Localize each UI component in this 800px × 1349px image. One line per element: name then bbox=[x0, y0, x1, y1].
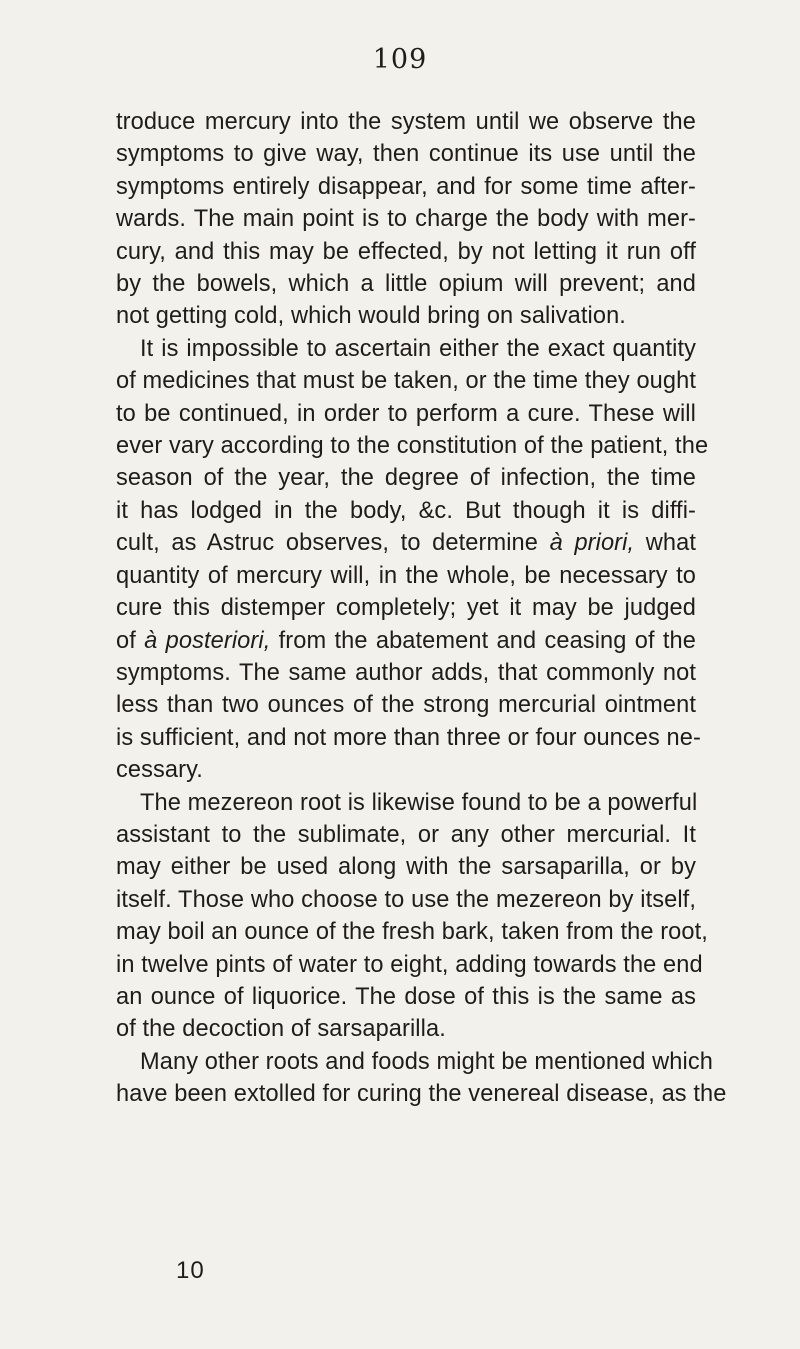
text-segment: from the abatement and ceasing of the bbox=[278, 627, 697, 654]
text-segment: what bbox=[645, 530, 697, 557]
text-line: cessary. bbox=[116, 757, 203, 784]
text-line: by the bowels, which a little opium will prevent; and bbox=[116, 271, 696, 298]
text-line: The mezereon root is likewise found to be a powerful bbox=[140, 789, 698, 816]
text-line: may boil an ounce of the fresh bark, taken from the root, bbox=[116, 919, 708, 946]
text-segment: of bbox=[116, 627, 136, 654]
text-line: in twelve pints of water to eight, adding towards the end bbox=[116, 951, 703, 978]
text-line bbox=[116, 625, 696, 657]
text-line: of the decoction of sarsaparilla. bbox=[116, 1016, 446, 1043]
italic-term-a-posteriori: à posteriori, bbox=[144, 627, 271, 654]
text-line: cury, and this may be effected, by not letting it run off bbox=[116, 238, 696, 265]
text-line: less than two ounces of the strong mercurial ointment bbox=[116, 692, 696, 719]
page-number: 109 bbox=[372, 44, 428, 75]
text-line: of medicines that must be taken, or the time they ought bbox=[116, 368, 696, 395]
text-line: wards. The main point is to charge the body with mer- bbox=[116, 206, 696, 233]
text-line: symptoms entirely disappear, and for some time after- bbox=[116, 173, 696, 200]
text-line: an ounce of liquorice. The dose of this is the same as bbox=[116, 983, 696, 1010]
text-line: itself. Those who choose to use the mezereon by itself, bbox=[116, 886, 696, 913]
text-line: ever vary according to the constitution of the patient, the bbox=[116, 433, 709, 460]
text-line: season of the year, the degree of infection, the time bbox=[116, 465, 696, 492]
text-line: not getting cold, which would bring on salivation. bbox=[116, 303, 626, 330]
italic-term-a-priori: à priori, bbox=[549, 530, 635, 557]
text-line: symptoms. The same author adds, that commonly not bbox=[116, 659, 696, 686]
text-line: symptoms to give way, then continue its use until the bbox=[116, 141, 696, 168]
text-line: may either be used along with the sarsaparilla, or by bbox=[116, 854, 696, 881]
text-line bbox=[116, 527, 696, 559]
body-text bbox=[116, 106, 727, 1111]
text-line: troduce mercury into the system until we observe the bbox=[116, 109, 696, 135]
text-segment: cult, as Astruc observes, to determine bbox=[116, 530, 538, 557]
text-line: is sufficient, and not more than three or four ounces ne- bbox=[116, 724, 701, 751]
text-line: Many other roots and foods might be mentioned which bbox=[140, 1048, 713, 1075]
text-line: have been extolled for curing the venereal disease, as the bbox=[116, 1081, 727, 1108]
text-line: to be continued, in order to perform a cure. These will bbox=[116, 400, 696, 427]
signature-mark: 10 bbox=[176, 1257, 205, 1284]
text-line: It is impossible to ascertain either the exact quantity bbox=[140, 335, 696, 362]
text-line: cure this distemper completely; yet it may be judged bbox=[116, 595, 696, 622]
text-line: it has lodged in the body, &c. But though it is diffi- bbox=[116, 497, 696, 524]
text-line: quantity of mercury will, in the whole, be necessary to bbox=[116, 562, 696, 589]
text-line: assistant to the sublimate, or any other mercurial. It bbox=[116, 821, 696, 848]
